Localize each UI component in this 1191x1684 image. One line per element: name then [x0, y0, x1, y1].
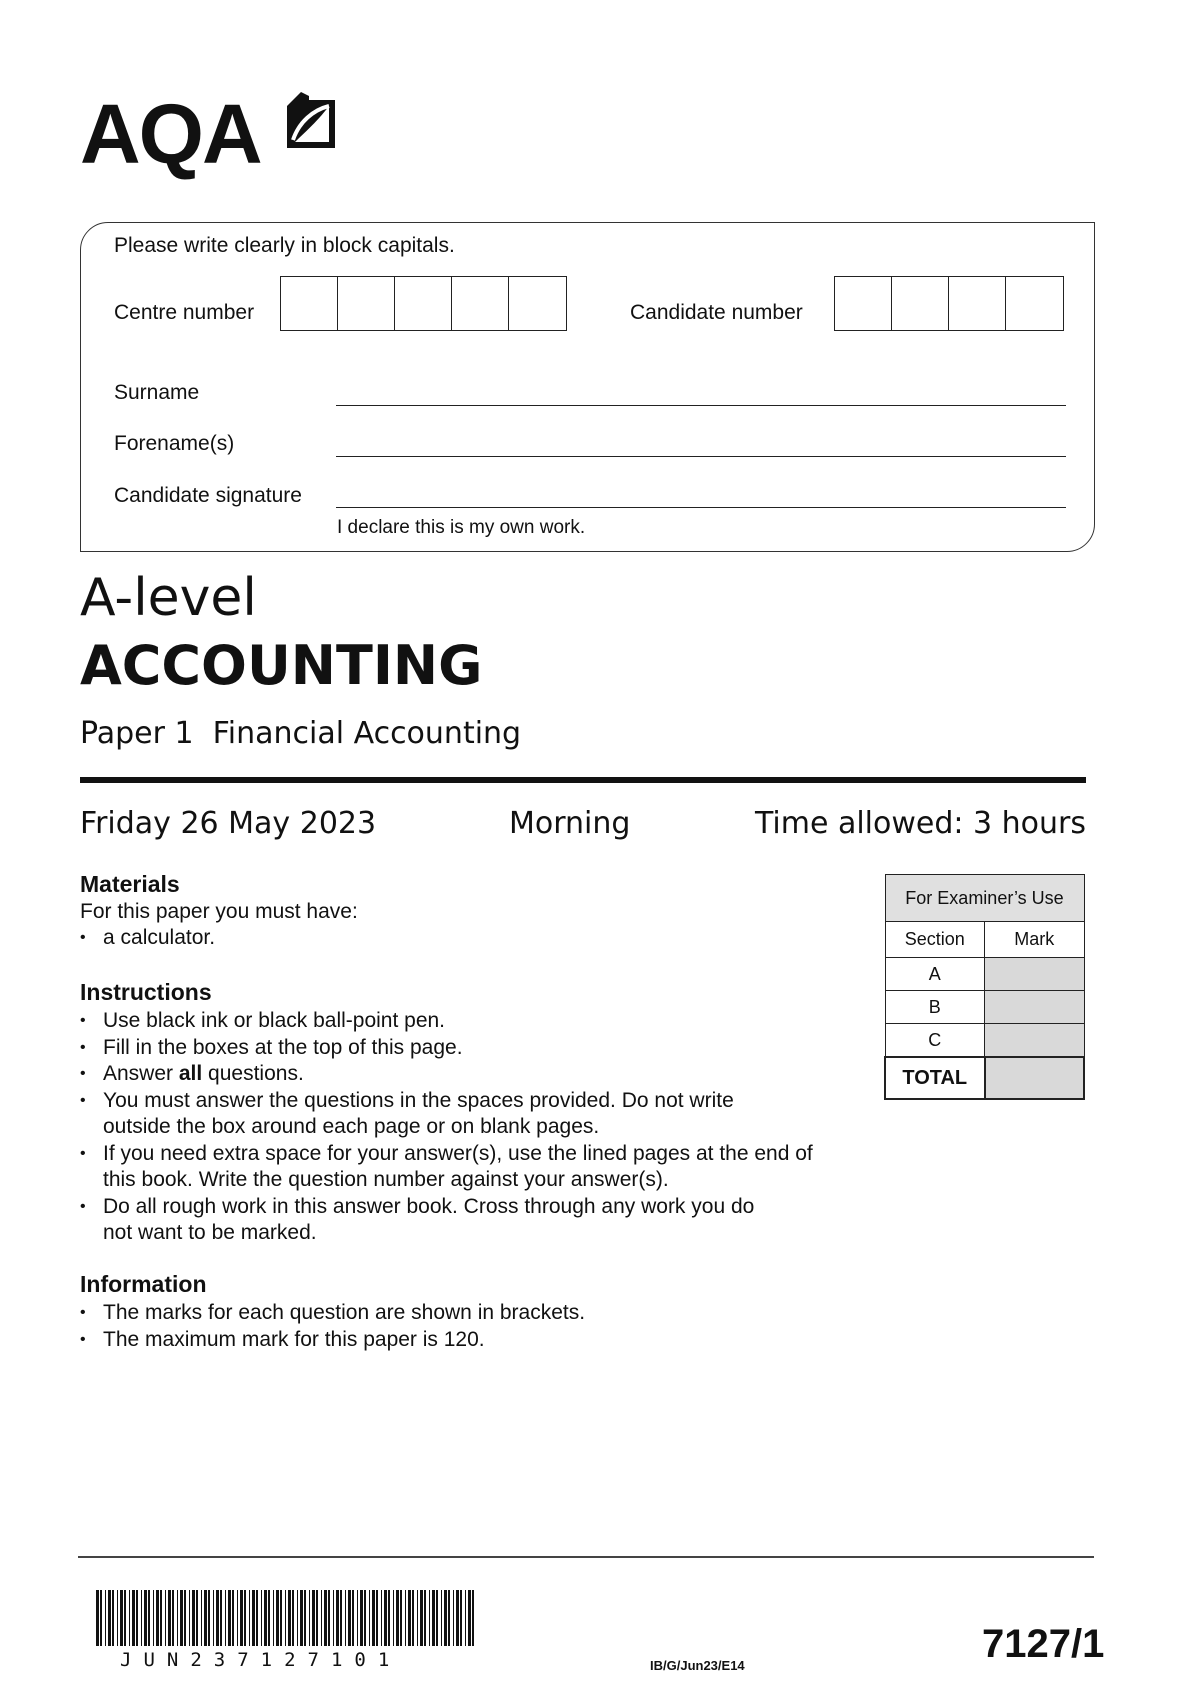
examiner-use-table: [884, 874, 1085, 1100]
signature-label: Candidate signature: [114, 484, 302, 507]
section-column-header: Section: [885, 922, 985, 958]
section-label: B: [885, 991, 985, 1024]
centre-number-label: Centre number: [114, 301, 255, 324]
total-label: TOTAL: [885, 1057, 985, 1099]
section-label: C: [885, 1024, 985, 1058]
information-section: [80, 1271, 840, 1353]
paper-name: Financial Accounting: [212, 716, 522, 751]
centre-number-box[interactable]: [452, 277, 509, 330]
surname-label: Surname: [114, 381, 200, 404]
mark-column-header: Mark: [985, 922, 1085, 958]
candidate-number-box[interactable]: [892, 277, 949, 330]
instruction-item: • You must answer the questions in the spaces provided. Do not write outside the box around each page or on blank pages.: [80, 1088, 783, 1141]
candidate-number-box[interactable]: [835, 277, 892, 330]
instruction-item: • Use black ink or black ball-point pen.: [80, 1008, 840, 1035]
instructions-heading: Instructions: [80, 979, 212, 1005]
centre-number-box[interactable]: [395, 277, 452, 330]
subject-title: ACCOUNTING: [80, 634, 483, 697]
total-mark-cell: [985, 1057, 1085, 1099]
centre-number-box[interactable]: [281, 277, 338, 330]
candidate-number-label: Candidate number: [630, 301, 803, 324]
instruction-item: • Do all rough work in this answer book. Cross through any work you do not want to be marked.: [80, 1194, 783, 1247]
forename-line[interactable]: [336, 456, 1066, 457]
information-item: • The marks for each question are shown in brackets.: [80, 1300, 840, 1327]
footer-divider: [78, 1556, 1094, 1558]
exam-date: Friday 26 May 2023: [80, 806, 377, 841]
declaration-text: I declare this is my own work.: [337, 517, 586, 538]
section-label: A: [885, 958, 985, 991]
instruction-item: • Answer all questions.: [80, 1061, 840, 1088]
paper-title: [80, 716, 521, 751]
materials-item: • a calculator.: [80, 925, 840, 952]
instructions-section: [80, 979, 840, 1247]
time-allowed: Time allowed: 3 hours: [754, 806, 1086, 841]
candidate-number-grid[interactable]: [834, 276, 1064, 331]
paper-reference: IB/G/Jun23/E14: [650, 1658, 745, 1673]
centre-number-box[interactable]: [338, 277, 395, 330]
centre-number-grid[interactable]: [280, 276, 567, 331]
barcode-icon: [96, 1590, 480, 1646]
instruction-item: • If you need extra space for your answer(s), use the lined pages at the end of this book. Write the question number against your answer(s).: [80, 1141, 843, 1194]
block-capitals-instruction: Please write clearly in block capitals.: [114, 234, 455, 257]
materials-section: [80, 871, 840, 952]
exam-session: Morning: [509, 806, 631, 841]
aqa-leaf-mark-icon: [283, 92, 339, 150]
aqa-logo-text: AQA: [80, 87, 261, 181]
materials-heading: Materials: [80, 871, 180, 897]
instruction-item: • Fill in the boxes at the top of this page.: [80, 1035, 840, 1062]
materials-intro: For this paper you must have:: [80, 900, 358, 923]
qualification-level: A-level: [80, 568, 257, 628]
mark-cell: [985, 958, 1085, 991]
paper-number: Paper 1: [80, 716, 194, 751]
surname-line[interactable]: [336, 405, 1066, 406]
mark-cell: [985, 1024, 1085, 1058]
information-item: • The maximum mark for this paper is 120.: [80, 1327, 840, 1354]
barcode-number: JUN237127101: [120, 1649, 402, 1671]
signature-line[interactable]: [336, 507, 1066, 508]
paper-code: 7127/1: [982, 1622, 1105, 1666]
candidate-number-box[interactable]: [1006, 277, 1063, 330]
title-divider: [80, 777, 1086, 783]
centre-number-box[interactable]: [509, 277, 566, 330]
forename-label: Forename(s): [114, 432, 235, 455]
candidate-number-box[interactable]: [949, 277, 1006, 330]
examiner-table-heading: For Examiner’s Use: [885, 875, 1084, 922]
mark-cell: [985, 991, 1085, 1024]
information-heading: Information: [80, 1271, 207, 1297]
